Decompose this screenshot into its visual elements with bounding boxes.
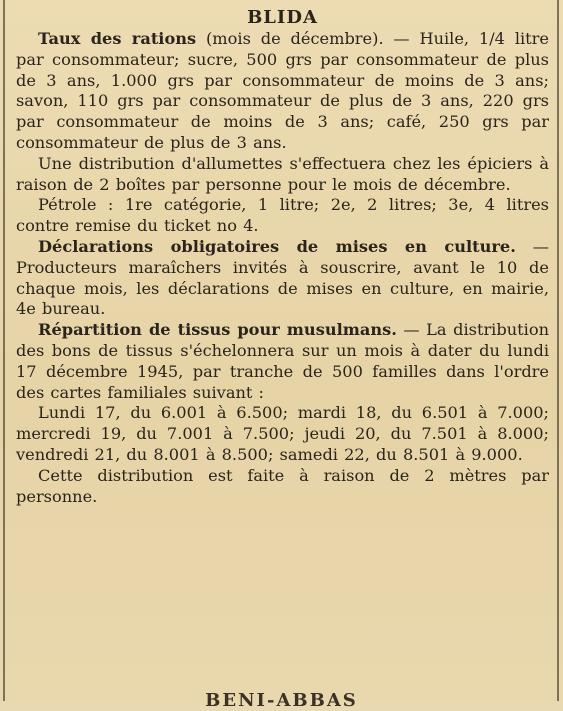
- paragraph-text: Pétrole : 1re catégorie, 1 litre; 2e, 2 litres; 3e, 4 litres contre remise du ticket no 4.: [16, 195, 549, 236]
- paragraph-rations: [16, 29, 549, 154]
- paragraph-text: (mois de décembre). — Huile, 1/4 litre par consommateur; sucre, 500 grs par consommateur de plus de 3 ans, 1.000 grs par consommateur de moins de 3 ans; savon, 110 grs par consommateur de plus de 3 ans, 220 grs par consommateur de moins de 3 ans; café, 250 grs par consommateur de plus de 3 ans.: [16, 29, 549, 152]
- paragraph-text: — La distribution des bons de tissus s'échelonnera sur un mois à dater du lundi 17 décembre 1945, par tranche de 500 familles dans l'ordre des cartes familiales suivant :: [16, 320, 549, 402]
- paragraph-heading: Déclarations obligatoires de mises en culture.: [38, 236, 516, 256]
- paragraph-petrole: [16, 195, 549, 237]
- next-section-title: BENI-ABBAS: [205, 690, 358, 711]
- paragraph-text: Cette distribution est faite à raison de 2 mètres par personne.: [16, 465, 549, 506]
- paragraph-declarations: [16, 237, 549, 320]
- paragraph-text: Lundi 17, du 6.001 à 6.500; mardi 18, du 6.501 à 7.000; mercredi 19, du 7.001 à 7.500; jeudi 20, du 7.501 à 8.000; vendredi 21, du 8.001 à 8.500; samedi 22, du 8.501 à 9.000.: [16, 403, 549, 464]
- column-rule-right: [557, 0, 559, 701]
- paragraph-raison: [16, 466, 549, 508]
- paragraph-heading: Taux des rations: [38, 29, 197, 48]
- paragraph-calendrier: [16, 403, 549, 465]
- paragraph-text: — Producteurs maraîchers invités à souscrire, avant le 10 de chaque mois, les déclarations de mises en culture, en mairie, 4e bureau.: [16, 236, 549, 319]
- paragraph-text: Une distribution d'allumettes s'effectuera chez les épiciers à raison de 2 boîtes par personne pour le mois de décembre.: [16, 153, 549, 194]
- paragraph-allumettes: [16, 154, 549, 196]
- column-rule-left: [3, 0, 5, 701]
- paragraph-tissus: [16, 320, 549, 403]
- section-title: BLIDA: [247, 7, 318, 28]
- paragraph-heading: Répartition de tissus pour musulmans.: [38, 320, 397, 340]
